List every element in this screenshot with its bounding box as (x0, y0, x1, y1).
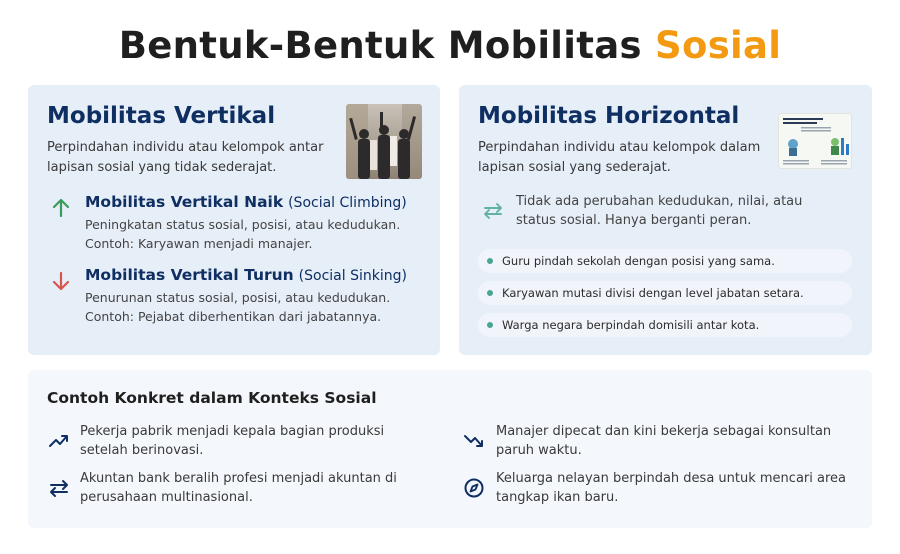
vertical-down-line1: Penurunan status sosial, posisi, atau kedudukan. (85, 290, 391, 305)
vertical-down-title (85, 266, 407, 284)
bullet-dot-icon (487, 290, 493, 296)
bullet-dot-icon (487, 258, 493, 264)
page-title-accent: Sosial (655, 24, 782, 67)
trend-up-icon (48, 430, 70, 452)
vertical-card-description: Perpindahan individu atau kelompok antar lapisan sosial yang tidak sederajat. (47, 140, 324, 175)
compass-icon (463, 477, 485, 499)
horizontal-example-item (478, 249, 852, 273)
horizontal-note: Tidak ada perubahan kedudukan, nilai, atau status sosial. Hanya berganti peran. (516, 194, 803, 228)
concrete-example-text: Keluarga nelayan berpindah desa untuk mencari area tangkap ikan baru. (496, 471, 846, 505)
vertical-up-title (85, 193, 407, 211)
trend-down-icon (463, 430, 485, 452)
swap-arrows-icon (482, 200, 504, 222)
concrete-example-text: Manajer dipecat dan kini bekerja sebagai konsultan paruh waktu. (496, 424, 832, 458)
vertical-up-example: Contoh: Karyawan menjadi manajer. (85, 236, 313, 251)
vertical-mobility-photo (346, 104, 422, 179)
bullet-dot-icon (487, 322, 493, 328)
vertical-up-title-paren: (Social Climbing) (288, 195, 407, 211)
vertical-down-example: Contoh: Pejabat diberhentikan dari jabatannya. (85, 309, 382, 324)
vertical-card-title: Mobilitas Vertikal (47, 103, 276, 129)
horizontal-example-text: Karyawan mutasi divisi dengan level jabatan setara. (502, 286, 804, 300)
page-title (0, 24, 900, 67)
page-title-main: Bentuk-Bentuk Mobilitas (118, 24, 642, 67)
horizontal-example-text: Guru pindah sekolah dengan posisi yang sama. (502, 254, 775, 268)
vertical-up-line1: Peningkatan status sosial, posisi, atau kedudukan. (85, 217, 401, 232)
horizontal-example-text: Warga negara berpindah domisili antar kota. (502, 318, 760, 332)
vertical-up-title-main: Mobilitas Vertikal Naik (85, 193, 284, 211)
concrete-example-text: Pekerja pabrik menjadi kepala bagian produksi setelah berinovasi. (80, 424, 385, 458)
horizontal-card-title: Mobilitas Horizontal (478, 103, 740, 129)
horizontal-example-item (478, 313, 852, 337)
arrow-up-icon (50, 197, 72, 219)
concrete-example-text: Akuntan bank beralih profesi menjadi akuntan di perusahaan multinasional. (80, 471, 397, 505)
vertical-down-title-main: Mobilitas Vertikal Turun (85, 266, 294, 284)
concrete-examples-title: Contoh Konkret dalam Konteks Sosial (47, 389, 377, 407)
swap-icon (48, 477, 70, 499)
horizontal-mobility-infographic (778, 113, 852, 169)
vertical-down-title-paren: (Social Sinking) (298, 268, 407, 284)
horizontal-example-item (478, 281, 852, 305)
horizontal-card-description: Perpindahan individu atau kelompok dalam lapisan sosial yang sederajat. (478, 140, 761, 175)
arrow-down-icon (50, 270, 72, 292)
